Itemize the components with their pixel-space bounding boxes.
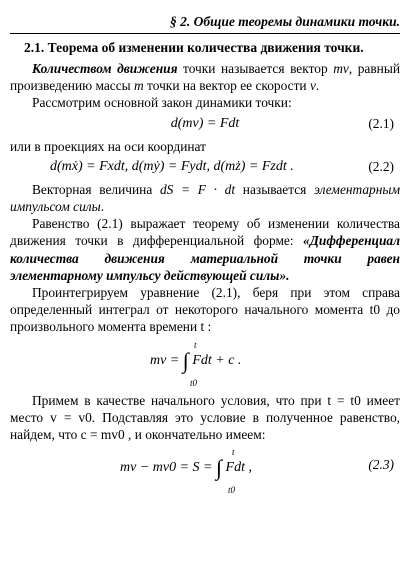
paragraph-law: Рассмотрим основной закон динамики точки: <box>32 95 292 111</box>
paragraph-theorem: Равенство (2.1) выражает теорему об изменении количества движения точки в дифференциальной форме: «Дифференциал количества движения материальной точки равен элементарному импульсу действующей силы». <box>10 216 400 283</box>
integral-lower-limit: t0 <box>190 377 198 388</box>
theorem-quote: «Дифференциал количества движения материальной точки равен элементарному импульсу действующей силы». <box>10 233 400 283</box>
integral-upper-limit: t <box>194 339 197 350</box>
equation-2-1 <box>10 112 400 138</box>
equation-2-3-right: Fdt , <box>225 460 252 476</box>
equation-2-1-number: (2.1) <box>368 115 394 131</box>
integral2-upper-limit: t <box>232 447 235 458</box>
header-rule <box>10 33 400 34</box>
paragraph-initial-condition: Примем в качестве начального условия, что при t = t0 имеет место v = v0. Подставляя это условие в полученное равенство, найдем, что c = mv0 , и окончательно имеем: <box>10 392 400 443</box>
equation-2-3-left: mv − mv0 = S = <box>120 460 213 476</box>
equation-integral-right: Fdt + c . <box>192 352 242 368</box>
equation-integral-left: mv = <box>150 352 180 368</box>
term-momentum: Количеством движения <box>32 61 178 76</box>
paragraph-projections: или в проекциях на оси координат <box>10 138 207 154</box>
paragraph-definition: Количеством движения точки называется вектор mv, равный произведению массы m точки на вектор ее скорости v. <box>10 61 400 94</box>
integral-sign: ∫ <box>182 347 189 373</box>
term-elementary-impulse: элементарным импульсом силы <box>10 181 401 215</box>
equation-2-2-number: (2.2) <box>368 158 394 174</box>
section-header: § 2. Общие теоремы динамики точки. <box>170 14 400 29</box>
equation-2-3-number: (2.3) <box>368 457 394 473</box>
paragraph-impulse: Векторная величина dS = F · dt называется элементарным импульсом силы. <box>10 181 401 215</box>
subsection-heading: 2.1. Теорема об изменении количества движения точки. <box>24 40 364 55</box>
equation-2-2 <box>10 155 400 181</box>
integral-sign-2: ∫ <box>216 455 223 481</box>
equation-integral <box>10 336 400 392</box>
paragraph-integrate: Проинтегрируем уравнение (2.1), беря при этом справа определенный интеграл от некоторого начального момента t0 до произвольного момента времени t : <box>10 285 400 335</box>
integral2-lower-limit: t0 <box>228 485 236 496</box>
equation-2-1-formula: d(mv) = Fdt <box>170 115 240 131</box>
equation-2-2-formula: d(mẋ) = Fxdt, d(mẏ) = Fydt, d(mż) = Fzdt . <box>50 158 294 174</box>
equation-2-3 <box>10 443 400 499</box>
